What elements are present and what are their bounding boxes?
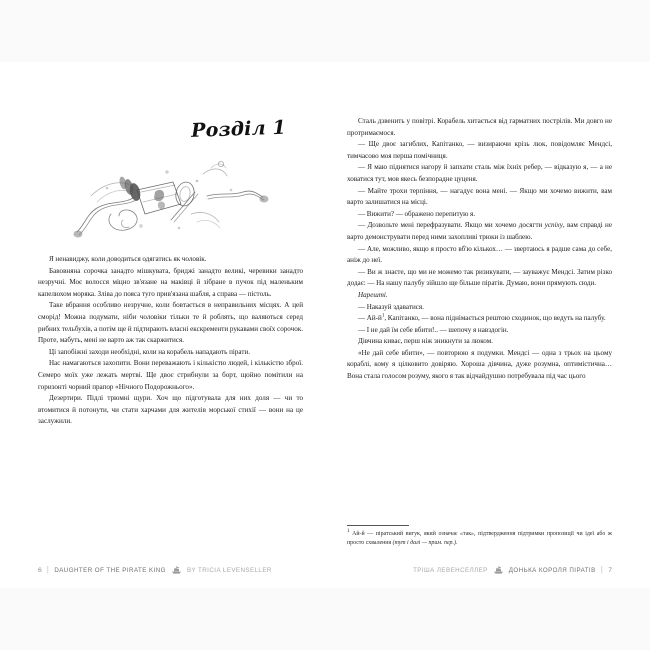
footer-book-title: ДОНЬКА КОРОЛЯ ПІРАТІВ — [508, 566, 596, 574]
paragraph: — І не дай їм себе вбити!.. — шепочу я навздогін. — [358, 325, 509, 334]
paragraph: — Я маю піднятися нагору й запхати сталь між їхніх ребер, — відказую я, — а не ховатися тут, мов якесь безпорадне цуценя. — [347, 163, 612, 183]
spread-bottom-band — [0, 588, 650, 650]
footnote-number: 1 — [347, 528, 350, 534]
right-page-body — [347, 62, 612, 383]
footer-separator: | — [600, 565, 604, 574]
right-page — [325, 62, 650, 588]
paragraph: Бавовняна сорочка занадто мішкувата, бриджі занадто великі, черевики занадто незручні. Моє волосся міцно зв'язане на маківці й зібране в пучок під маленьким капелюхом моряка. Зліва до пояса туго прив'язана шабля, а справа — пістоль. — [38, 266, 303, 298]
ship-icon — [493, 566, 504, 574]
footnote — [347, 525, 612, 548]
spread-top-band — [0, 0, 650, 62]
paragraph: — Вижити? — ображено перепитую я. — [358, 209, 476, 218]
left-page-body — [38, 246, 303, 428]
paragraph-with-italic-success: — Дозвольте мені перефразувати. Якщо ми хочемо досягти успіху, вам справді не варто демонструвати перед ними захопливі трюки із шаблею. — [347, 221, 612, 241]
paragraph: Нас намагаються захопити. Вони переважають і кількістю людей, і кількістю зброї. Семеро моїх уже лежать мертві. Ще двоє стрибнули за борт, щойно помітили на горизонті чорний прапор «Нічного Подорожнього». — [38, 359, 303, 391]
footer-byline: BY TRICIA LEVENSELLER — [186, 566, 272, 574]
paragraph: Я ненавиджу, коли доводиться одягатись як чоловік. — [49, 255, 207, 263]
paragraph-with-footnote-marker: — $Ай-й^1$, Капітанко, — вона піднімається рештою сходинок, що ведуть на палубу. — [358, 313, 606, 323]
footnote-translator-note: (тут і далі — прим. пер.). — [392, 539, 458, 546]
right-page-footer — [413, 566, 612, 574]
paragraph: — Але, можливо, якщо я просто вб'ю кількох… — звертаюсь я радше сама до себе, аніж до неї. — [347, 244, 612, 265]
italic-success: успіху — [544, 221, 563, 230]
paragraph-finally — [347, 290, 612, 302]
left-page-footer — [38, 566, 272, 574]
footnote-text — [347, 530, 612, 548]
paragraph: Дезертири. Підлі трюмні щури. Хоч що підготувала для них доля — чи то втомитися й потонути, чи стати харчами для жителів морської стихії — вони на це заслужили. — [38, 394, 303, 426]
paragraph: — Ще двоє загиблих, Капітанко, — визираючи крізь люк, повідомляє Мендсі, тимчасово моя перша помічниця. — [347, 140, 612, 160]
footer-author: ТРІША ЛЕВЕНСЕЛЛЕР — [413, 566, 488, 574]
paragraph: Таке вбрання особливо незручне, коли бовтається в неправильних місцях. А цей сморід! Можна подумати, ніби чоловіки тільки те й роблять, що валяються серед рибних тельбухів, а потім ще й підтирають власні екскременти рукавами своїх сорочок. Проте, мабуть, мені не варто аж так скаржитися. — [38, 301, 303, 345]
page-number: 6 — [38, 566, 42, 574]
paragraph: — Ви ж знаєте, що ми не можемо так ризикувати, — зауважує Мендсі. Затим різко додає: — На нашу палубу зійшло ще більше піратів. Думаю, вони прямують сюди. — [347, 267, 612, 288]
paragraph: «Не дай себе вбити», — повторюю я подумки. Мендсі — одна з трьох на цьому кораблі, кому я цілковито довіряю. Хороша дівчина, дуже розумна, оптимістична… Вона стала голосом розуму, якого я так відчайдушно потребувала під час цього — [347, 348, 612, 381]
chapter-title: Розділ 1 — [190, 116, 287, 142]
page-number: 7 — [608, 566, 612, 574]
spyglass-rope-sketch-icon — [38, 150, 303, 246]
footnote-body: Ай-й — піратський вигук, який означає «так», підтвердження підтримки пропозиції чи ідеї або ж просто схвалення — [347, 530, 612, 546]
paragraph: Сталь дзвенить у повітрі. Корабель хитається від гарматних пострілів. Ми довго не протримаємося. — [347, 117, 612, 137]
paragraph: — Наказуй здаватися. — [358, 302, 424, 311]
footnote-rule — [347, 525, 409, 526]
left-page — [0, 62, 325, 588]
pages-container — [0, 62, 650, 588]
ship-icon — [171, 566, 182, 574]
paragraph: Дівчина киває, перш ніж зникнути за люком. — [358, 337, 493, 346]
footer-separator: | — [46, 565, 50, 574]
footer-book-title: DAUGHTER OF THE PIRATE KING — [54, 566, 166, 574]
paragraph: — Майте трохи терпіння, — нагадує вона мені. — Якщо ми хочемо вижити, вам варто залишатися на місці. — [347, 186, 612, 207]
italic-finally: Нарешті. — [358, 290, 388, 299]
paragraph: Ці запобіжні заходи необхідні, коли на корабель нападають пірати. — [49, 347, 251, 356]
footnote-marker: 1 — [381, 313, 385, 319]
